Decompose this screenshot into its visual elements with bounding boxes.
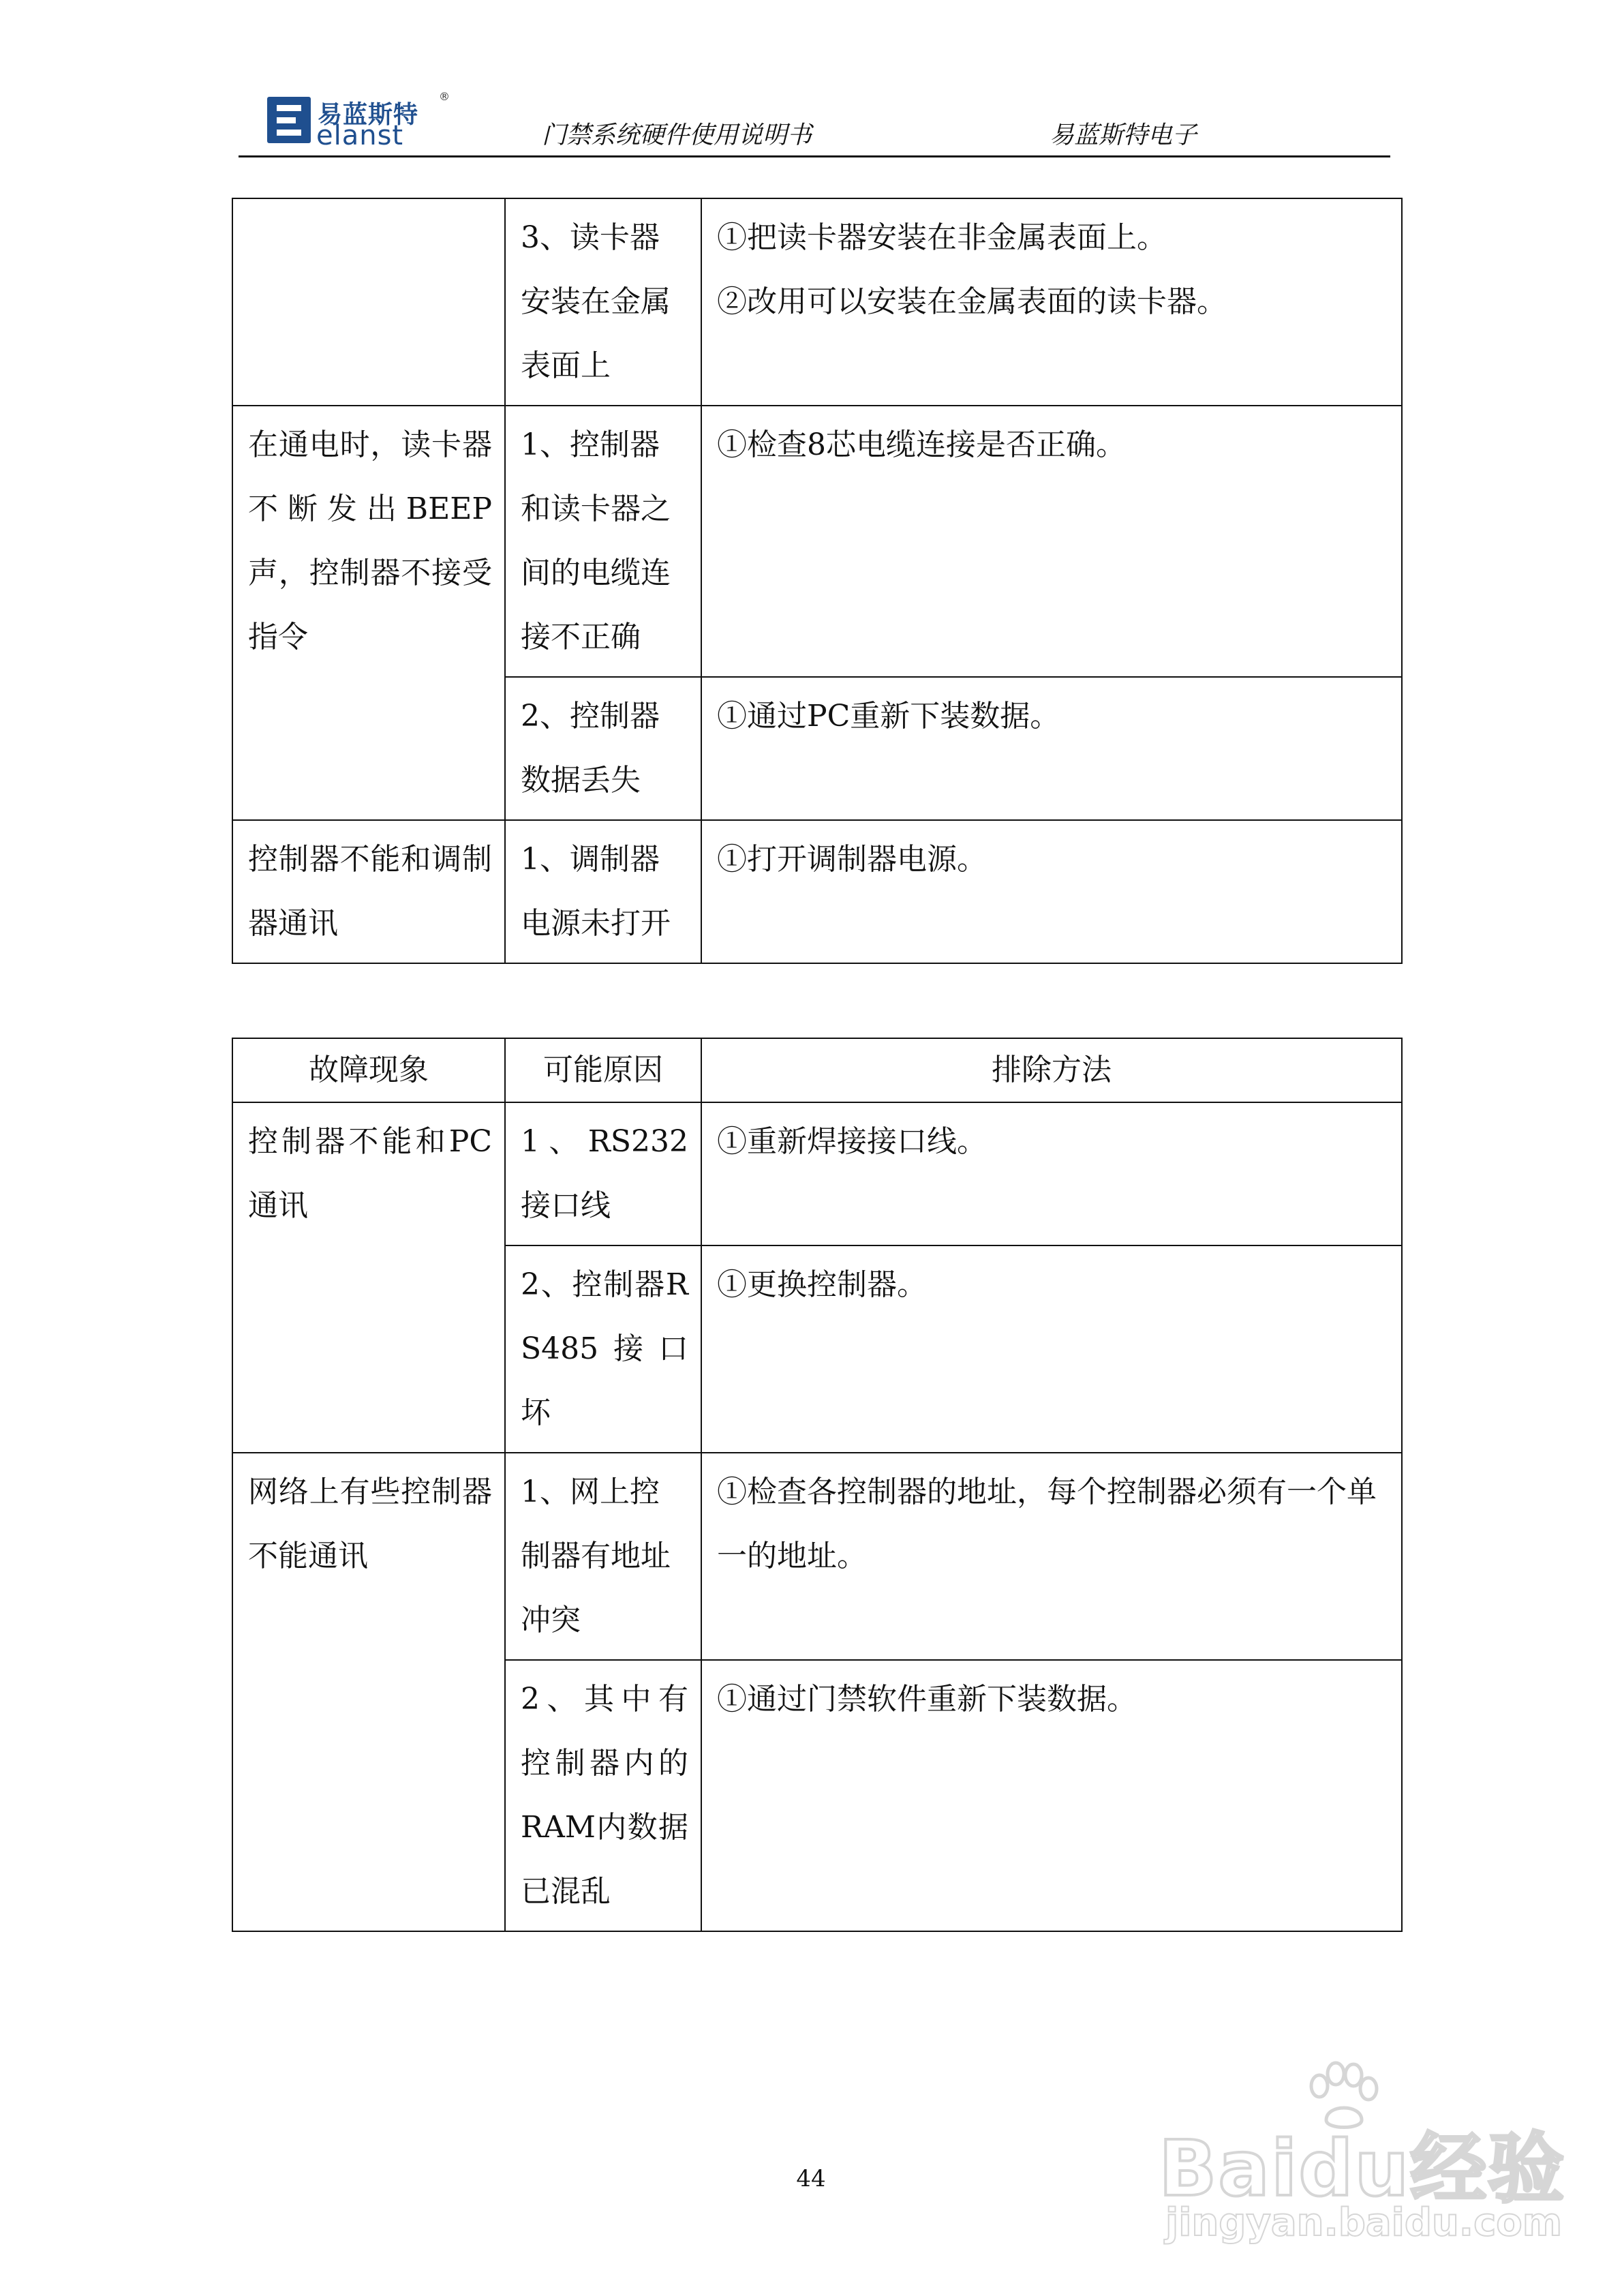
table-row <box>232 1102 1402 1245</box>
fix-item: ①打开调制器电源。 <box>717 842 987 877</box>
table-row <box>232 1453 1402 1660</box>
fix-cell <box>701 406 1402 677</box>
fix-cell <box>701 1453 1402 1660</box>
logo-mark-icon <box>267 97 311 143</box>
header-fix: 排除方法 <box>701 1038 1402 1102</box>
page-header <box>239 82 1390 157</box>
header-rule <box>239 155 1390 157</box>
fix-item: ①检查8芯电缆连接是否正确。 <box>717 427 1126 462</box>
company-name: 易蓝斯特电子 <box>1050 121 1197 149</box>
fix-cell <box>701 1245 1402 1453</box>
table-row <box>232 406 1402 677</box>
header-symptom: 故障现象 <box>232 1038 505 1102</box>
page-number: 44 <box>796 2165 826 2192</box>
fix-cell <box>701 677 1402 820</box>
fix-item: ①把读卡器安装在非金属表面上。 <box>717 220 1167 255</box>
symptom-cell: 网络上有些控制器不能通讯 <box>232 1453 505 1931</box>
fix-cell <box>701 1102 1402 1245</box>
table-header-row <box>232 1038 1402 1102</box>
watermark-url-text: jingyan.baidu.com <box>1165 2201 1563 2245</box>
cause-cell: 2、控制器RS485接口坏 <box>505 1245 701 1453</box>
cause-cell: 1、调制器电源未打开 <box>505 820 701 963</box>
cause-cell: 1、RS232接口线 <box>505 1102 701 1245</box>
fix-item: ②改用可以安装在金属表面的读卡器。 <box>717 284 1227 319</box>
fix-item: ①检查各控制器的地址，每个控制器必须有一个单一的地址。 <box>717 1475 1377 1573</box>
cause-cell: 1、网上控制器有地址冲突 <box>505 1453 701 1660</box>
cause-cell: 2、控制器数据丢失 <box>505 677 701 820</box>
document-title: 门禁系统硬件使用说明书 <box>542 121 812 149</box>
logo-english-name: elanst <box>316 120 404 151</box>
fix-cell <box>701 1660 1402 1931</box>
registered-mark: ® <box>439 90 450 103</box>
elanst-logo <box>267 90 450 151</box>
fix-item: ①通过PC重新下装数据。 <box>717 699 1060 734</box>
symptom-cell: 在通电时，读卡器不断发出BEEP声，控制器不接受指令 <box>232 406 505 820</box>
fix-cell <box>701 820 1402 963</box>
cause-cell: 2、其中有控制器内的RAM内数据已混乱 <box>505 1660 701 1931</box>
fix-item: ①重新焊接接口线。 <box>717 1124 987 1159</box>
symptom-cell <box>232 198 505 406</box>
baidu-jingyan-watermark <box>1145 2059 1566 2263</box>
logo-chinese-name: 易蓝斯特 <box>318 101 419 129</box>
troubleshooting-table <box>232 1038 1403 1932</box>
cause-cell: 1、控制器和读卡器之间的电缆连接不正确 <box>505 406 701 677</box>
symptom-cell: 控制器不能和PC通讯 <box>232 1102 505 1453</box>
watermark-main-text: Baidu经验 <box>1159 2125 1566 2214</box>
table-row <box>232 198 1402 406</box>
troubleshooting-table-continued <box>232 198 1403 964</box>
header-cause: 可能原因 <box>505 1038 701 1102</box>
table-row <box>232 820 1402 963</box>
cause-cell: 3、读卡器安装在金属表面上 <box>505 198 701 406</box>
fix-cell <box>701 198 1402 406</box>
fix-item: ①通过门禁软件重新下装数据。 <box>717 1682 1137 1717</box>
fix-item: ①更换控制器。 <box>717 1267 927 1302</box>
symptom-cell: 控制器不能和调制器通讯 <box>232 820 505 963</box>
